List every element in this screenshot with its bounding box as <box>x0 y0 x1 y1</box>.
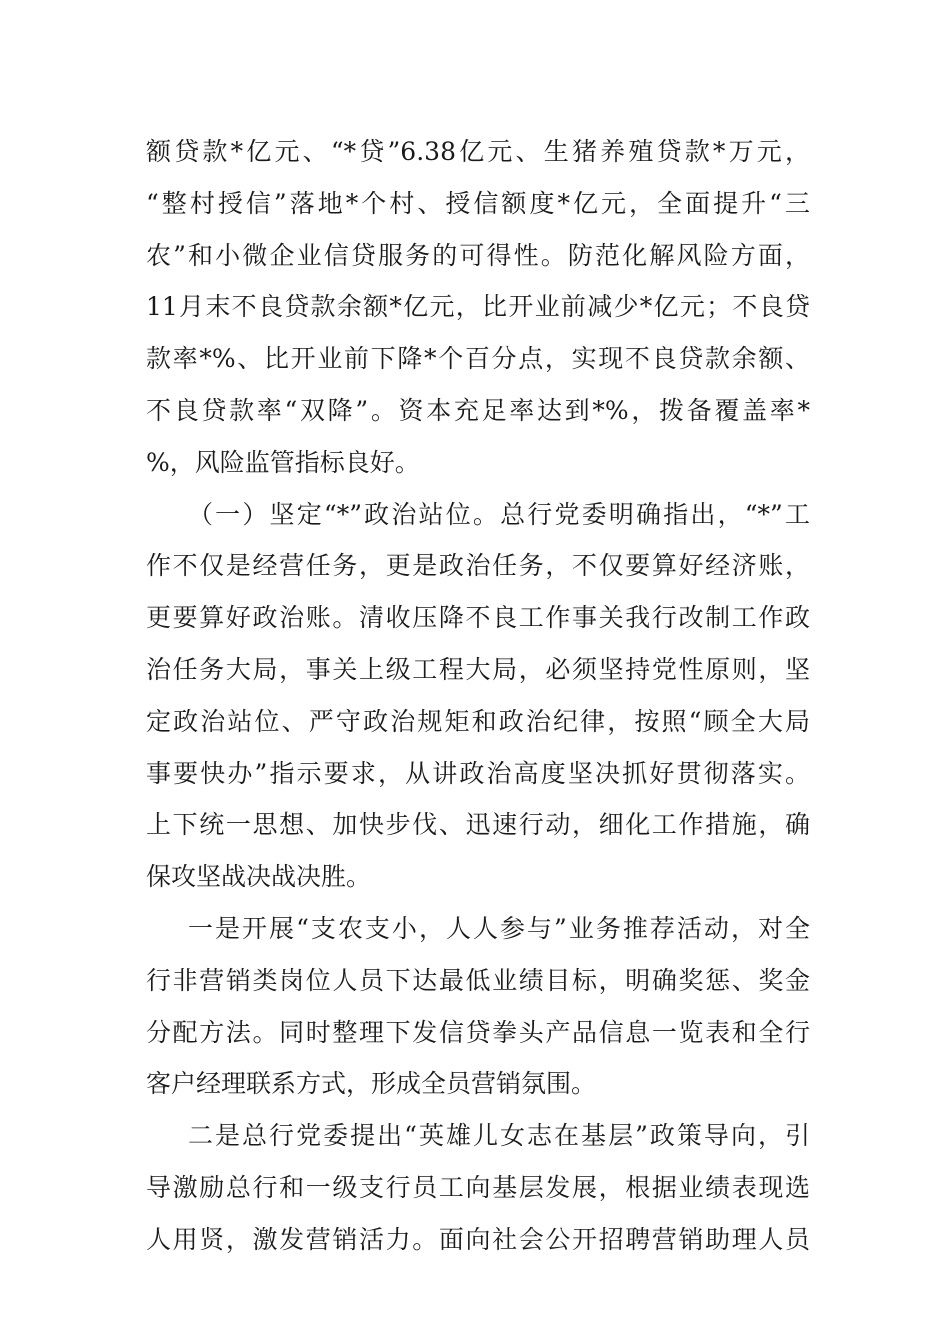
text-line: %，风险监管指标良好。 <box>146 447 420 477</box>
text-line: 行非营销类岗位人员下达最低业绩目标，明确奖惩、奖金 <box>146 965 810 995</box>
text-line: 人用贤，激发营销活力。面向社会公开招聘营销助理人员 <box>146 1224 810 1254</box>
text-line: 作不仅是经营任务，更是政治任务，不仅要算好经济账， <box>146 551 810 581</box>
text-line: 治任务大局，事关上级工程大局，必须坚持党性原则，坚 <box>146 654 810 684</box>
text-line: 一是开展“支农支小，人人参与”业务推荐活动，对全 <box>188 913 810 943</box>
text-line: 二是总行党委提出“英雄儿女志在基层”政策导向，引 <box>188 1121 810 1151</box>
text-line: 客户经理联系方式，形成全员营销氛围。 <box>146 1069 597 1099</box>
text-line: 11月末不良贷款余额*亿元，比开业前减少*亿元；不良贷 <box>146 292 810 322</box>
text-line: 上下统一思想、加快步伐、迅速行动，细化工作措施，确 <box>146 810 810 840</box>
text-line: 分配方法。同时整理下发信贷拳头产品信息一览表和全行 <box>146 1017 810 1047</box>
text-line: 额贷款*亿元、“*贷”6.38亿元、生猪养殖贷款*万元， <box>146 137 810 166</box>
body-text <box>146 126 810 1266</box>
text-line: （一）坚定“*”政治站位。总行党委明确指出，“*”工 <box>188 499 810 529</box>
text-line: 导激励总行和一级支行员工向基层发展，根据业绩表现选 <box>146 1172 810 1202</box>
text-line: 农”和小微企业信贷服务的可得性。防范化解风险方面， <box>146 240 810 270</box>
text-line: 保攻坚战决战决胜。 <box>146 862 372 892</box>
text-line: 事要快办”指示要求，从讲政治高度坚决抓好贯彻落实。 <box>146 758 810 788</box>
text-line: 款率*%、比开业前下降*个百分点，实现不良贷款余额、 <box>146 344 810 374</box>
text-line: 更要算好政治账。清收压降不良工作事关我行改制工作政 <box>146 603 810 633</box>
text-line: 不良贷款率“双降”。资本充足率达到*%，拨备覆盖率* <box>146 395 810 425</box>
text-line: “整村授信”落地*个村、授信额度*亿元，全面提升“三 <box>146 188 810 218</box>
text-line: 定政治站位、严守政治规矩和政治纪律，按照“顾全大局 <box>146 706 810 736</box>
